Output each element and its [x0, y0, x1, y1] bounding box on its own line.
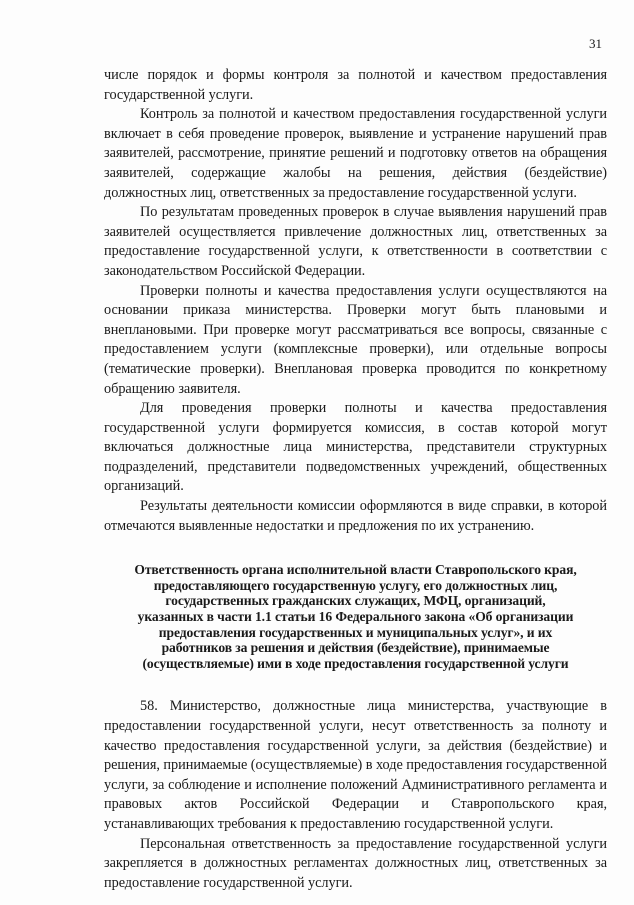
paragraph-personal-responsibility: Персональная ответственность за предоставление государственной услуги закрепляется в должностных регламентах должностных лиц, ответственных за предоставление государственной услуги.	[104, 835, 607, 891]
paragraph-commission-results: Результаты деятельности комиссии оформляются в виде справки, в которой отмечаются выявленные недостатки и предложения по их устранению.	[104, 498, 607, 534]
paragraph-inspections: Проверки полноты и качества предоставления услуги осуществляются на основании приказа министерства. Проверки могут быть плановыми и внеплановыми. При проверке могут рассматриваться все вопросы, связанные с предоставлением услуги (комплексные проверки), или отдельные вопросы (тематические проверки). Внеплановая проверка проводится по конкретному обращению заявителя.	[104, 282, 607, 397]
page-number: 31	[589, 36, 602, 51]
paragraph-control-scope: Контроль за полнотой и качеством предоставления государственной услуги включает в себя проведение проверок, выявление и устранение нарушений прав заявителей, рассмотрение, принятие решений и подготовку ответов на обращения заявителей, содержащие жалобы на решения, действия (бездействие) должностных лиц, ответственных за предоставление государственной услуги.	[104, 106, 607, 201]
paragraph-item-58: 58. Министерство, должностные лица министерства, участвующие в предоставлении государственной услуги, несут ответственность за полноту и качество предоставления государственной услуги, за действия (бездействие) и решения, принимаемые (осуществляемые) в ходе предоставления государственной услуги, за соблюдение и исполнение положений Административного регламента и правовых актов Российской Федерации и Ставропольского края, устанавливающих требования к предоставлению государственной услуги.	[104, 698, 608, 832]
paragraph-commission: Для проведения проверки полноты и качества предоставления государственной услуги формируется комиссия, в состав которой могут включаться должностные лица министерства, представители структурных подразделений, представители подведомственных учреждений, общественных организаций.	[104, 400, 607, 495]
paragraph-violations-liability: По результатам проведенных проверок в случае выявления нарушений прав заявителей осуществляется привлечение должностных лиц, ответственных за предоставление государственной услуги, к ответственности в соответствии с законодательством Российской Федерации.	[104, 204, 607, 279]
document-body	[104, 66, 607, 893]
paragraph-continuation: числе порядок и формы контроля за полнотой и качеством предоставления государственной услуги.	[104, 67, 607, 103]
section-heading-responsibility: Ответственность органа исполнительной власти Ставропольского края, предоставляющего государственную услугу, его должностных лиц, государственных гражданских служащих, МФЦ, организаций, указанных в части 1.1 статьи 16 Федерального закона «Об организации предоставления государственных и муниципальных услуг», и их работников за решения и действия (бездействие), принимаемые (осуществляемые) ими в ходе предоставления государственной услуги	[134, 562, 577, 671]
